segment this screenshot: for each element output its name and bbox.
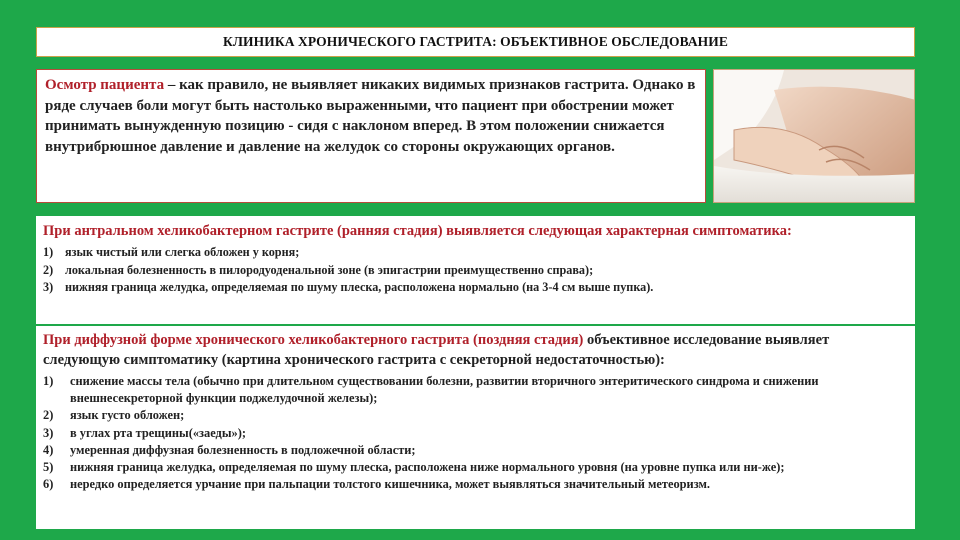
diffuse-intro: При диффузной форме хронического хеликобактерного гастрита (поздняя стадия) объективное исследование выявляет следующую симптоматику (картина хронического гастрита с секреторной недостаточностью): <box>43 332 830 368</box>
antral-list <box>43 244 907 297</box>
diffuse-section <box>36 326 915 529</box>
diffuse-list <box>43 373 907 493</box>
antral-intro: При антральном хеликобактерном гастрите (ранняя стадия) выявляется следующая характерная симптоматика: <box>43 223 792 239</box>
exam-box <box>36 69 706 203</box>
exam-highlight: Осмотр пациента <box>45 77 165 93</box>
list-item: 5) нижняя граница желудка, определяемая по шуму плеска, расположена ниже нормального уровня (на уровне пупка или ни-же); <box>43 460 785 475</box>
list-item: 4) умеренная диффузная болезненность в подложечной области; <box>43 442 416 457</box>
list-item: 3) в углах рта трещины(«заеды»); <box>43 425 246 440</box>
title-bar <box>36 27 915 57</box>
page-title: КЛИНИКА ХРОНИЧЕСКОГО ГАСТРИТА: ОБЪЕКТИВНОЕ ОБСЛЕДОВАНИЕ <box>222 34 728 49</box>
list-item: 3) нижняя граница желудка, определяемая по шуму плеска, расположена нормально (на 3-4 см выше пупка). <box>43 280 654 294</box>
exam-text: – как правило, не выявляет никаких видимых признаков гастрита. Однако в ряде случаев боли могут быть настолько выраженными, что пациент при обострении может принимать вынужденную позицию - сидя с наклоном вперед. В этом положении снижается внутрибрюшное давление и давление на желудок со стороны окружающих органов. <box>45 77 696 155</box>
palpation-photo <box>713 69 915 203</box>
list-item: 6) нередко определяется урчание при пальпации толстого кишечника, может выявляться значительный метеоризм. <box>43 477 711 492</box>
palpation-illustration <box>714 70 915 203</box>
list-item: 1) снижение массы тела (обычно при длительном существовании болезни, развитии вторичного энтеритического синдрома и снижении внешнесекреторной функции поджелудочной железы); <box>43 374 819 406</box>
list-item: 2) язык густо обложен; <box>43 408 185 423</box>
list-item: 2) локальная болезненность в пилородуоденальной зоне (в эпигастрии преимущественно справа); <box>43 262 594 277</box>
list-item: 1) язык чистый или слегка обложен у корня; <box>43 245 300 259</box>
antral-section <box>36 216 915 324</box>
